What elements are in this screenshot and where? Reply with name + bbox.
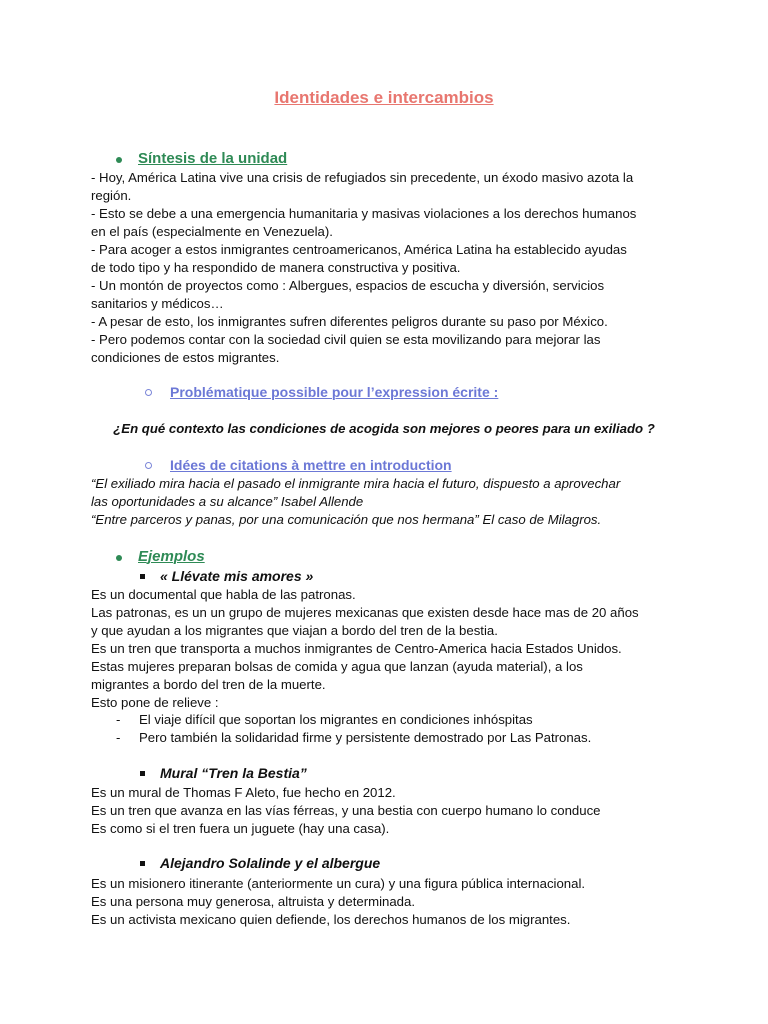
bullet-dot-icon	[116, 157, 122, 163]
text-line: de todo tipo y ha respondido de manera constructiva y positiva.	[91, 260, 461, 275]
text-line: Es como si el tren fuera un juguete (hay una casa).	[91, 821, 390, 836]
problematique-question: ¿En qué contexto las condiciones de acogida son mejores o peores para un exiliado ?	[113, 421, 655, 436]
llevate-paragraph	[91, 586, 708, 712]
text-line: migrantes a bordo del tren de la muerte.	[91, 677, 326, 692]
bullet-dot-icon	[116, 555, 122, 561]
text-line: y que ayudan a los migrantes que viajan a bordo del tren de la bestia.	[91, 623, 498, 638]
title-text: Identidades e intercambios	[274, 88, 494, 107]
text-line: - Hoy, América Latina vive una crisis de refugiados sin precedente, un éxodo masivo azota la	[91, 170, 634, 185]
quote-line: las oportunidades a su alcance” Isabel Allende	[91, 494, 364, 509]
dash-bullet-icon: -	[116, 730, 121, 745]
text-line: condiciones de estos migrantes.	[91, 350, 280, 365]
square-bullet-icon	[140, 771, 145, 776]
citations-quotes	[91, 475, 708, 529]
text-line: región.	[91, 188, 132, 203]
text-line: en el país (especialmente en Venezuela).	[91, 224, 333, 239]
text-line: Es un tren que avanza en las vías férreas, y una bestia con cuerpo humano lo conduce	[91, 803, 601, 818]
subheading-llevate: « Llévate mis amores »	[160, 568, 314, 584]
solalinde-paragraph	[91, 875, 708, 929]
sintesis-paragraph	[91, 169, 708, 367]
text-line: Es un activista mexicano quien defiende, los derechos humanos de los migrantes.	[91, 912, 571, 927]
circle-bullet-icon	[145, 462, 152, 469]
text-line: Estas mujeres preparan bolsas de comida y agua que lanzan (ayuda material), a los	[91, 659, 583, 674]
sintesis-heading-text: Síntesis de la unidad	[138, 150, 288, 167]
text-line: - Pero podemos contar con la sociedad civil quien se esta movilizando para mejorar las	[91, 332, 601, 347]
dash-bullet-icon: -	[116, 712, 121, 727]
section-heading-sintesis	[138, 150, 287, 167]
list-item: Pero también la solidaridad firme y persistente demostrado por Las Patronas.	[139, 730, 592, 745]
subheading-mural: Mural “Tren la Bestia”	[160, 765, 307, 781]
text-line: Es una persona muy generosa, altruista y determinada.	[91, 894, 416, 909]
text-line: - A pesar de esto, los inmigrantes sufren diferentes peligros durante su paso por México.	[91, 314, 608, 329]
text-line: Es un tren que transporta a muchos inmigrantes de Centro-America hacia Estados Unidos.	[91, 641, 622, 656]
square-bullet-icon	[140, 861, 145, 866]
quote-line: “El exiliado mira hacia el pasado el inmigrante mira hacia el futuro, dispuesto a aprovechar	[91, 476, 621, 491]
text-line: - Esto se debe a una emergencia humanitaria y masivas violaciones a los derechos humanos	[91, 206, 637, 221]
text-line: sanitarios y médicos…	[91, 296, 224, 311]
text-line: - Un montón de proyectos como : Albergues, espacios de escucha y diversión, servicios	[91, 278, 605, 293]
text-line: Esto pone de relieve :	[91, 695, 219, 710]
text-line: Es un misionero itinerante (anteriormente un cura) y una figura pública internacional.	[91, 876, 586, 891]
section-heading-ejemplos	[138, 548, 205, 565]
text-line: Es un mural de Thomas F Aleto, fue hecho en 2012.	[91, 785, 396, 800]
document-title	[0, 88, 768, 108]
section-heading-problematique	[170, 384, 498, 400]
mural-paragraph	[91, 784, 708, 838]
circle-bullet-icon	[145, 389, 152, 396]
quote-line: “Entre parceros y panas, por una comunicación que nos hermana” El caso de Milagros.	[91, 512, 602, 527]
problematique-heading-text: Problématique possible pour l’expression écrite :	[170, 384, 499, 400]
subheading-solalinde: Alejandro Solalinde y el albergue	[160, 855, 381, 871]
text-line: Las patronas, es un un grupo de mujeres mexicanas que existen desde hace mas de 20 años	[91, 605, 639, 620]
text-line: - Para acoger a estos inmigrantes centroamericanos, América Latina ha establecido ayudas	[91, 242, 627, 257]
section-heading-citations	[170, 457, 452, 473]
square-bullet-icon	[140, 574, 145, 579]
ejemplos-heading-text: Ejemplos	[138, 548, 205, 565]
text-line: Es un documental que habla de las patronas.	[91, 587, 356, 602]
list-item: El viaje difícil que soportan los migrantes en condiciones inhóspitas	[139, 712, 533, 727]
citations-heading-text: Idées de citations à mettre en introduction	[170, 457, 452, 473]
